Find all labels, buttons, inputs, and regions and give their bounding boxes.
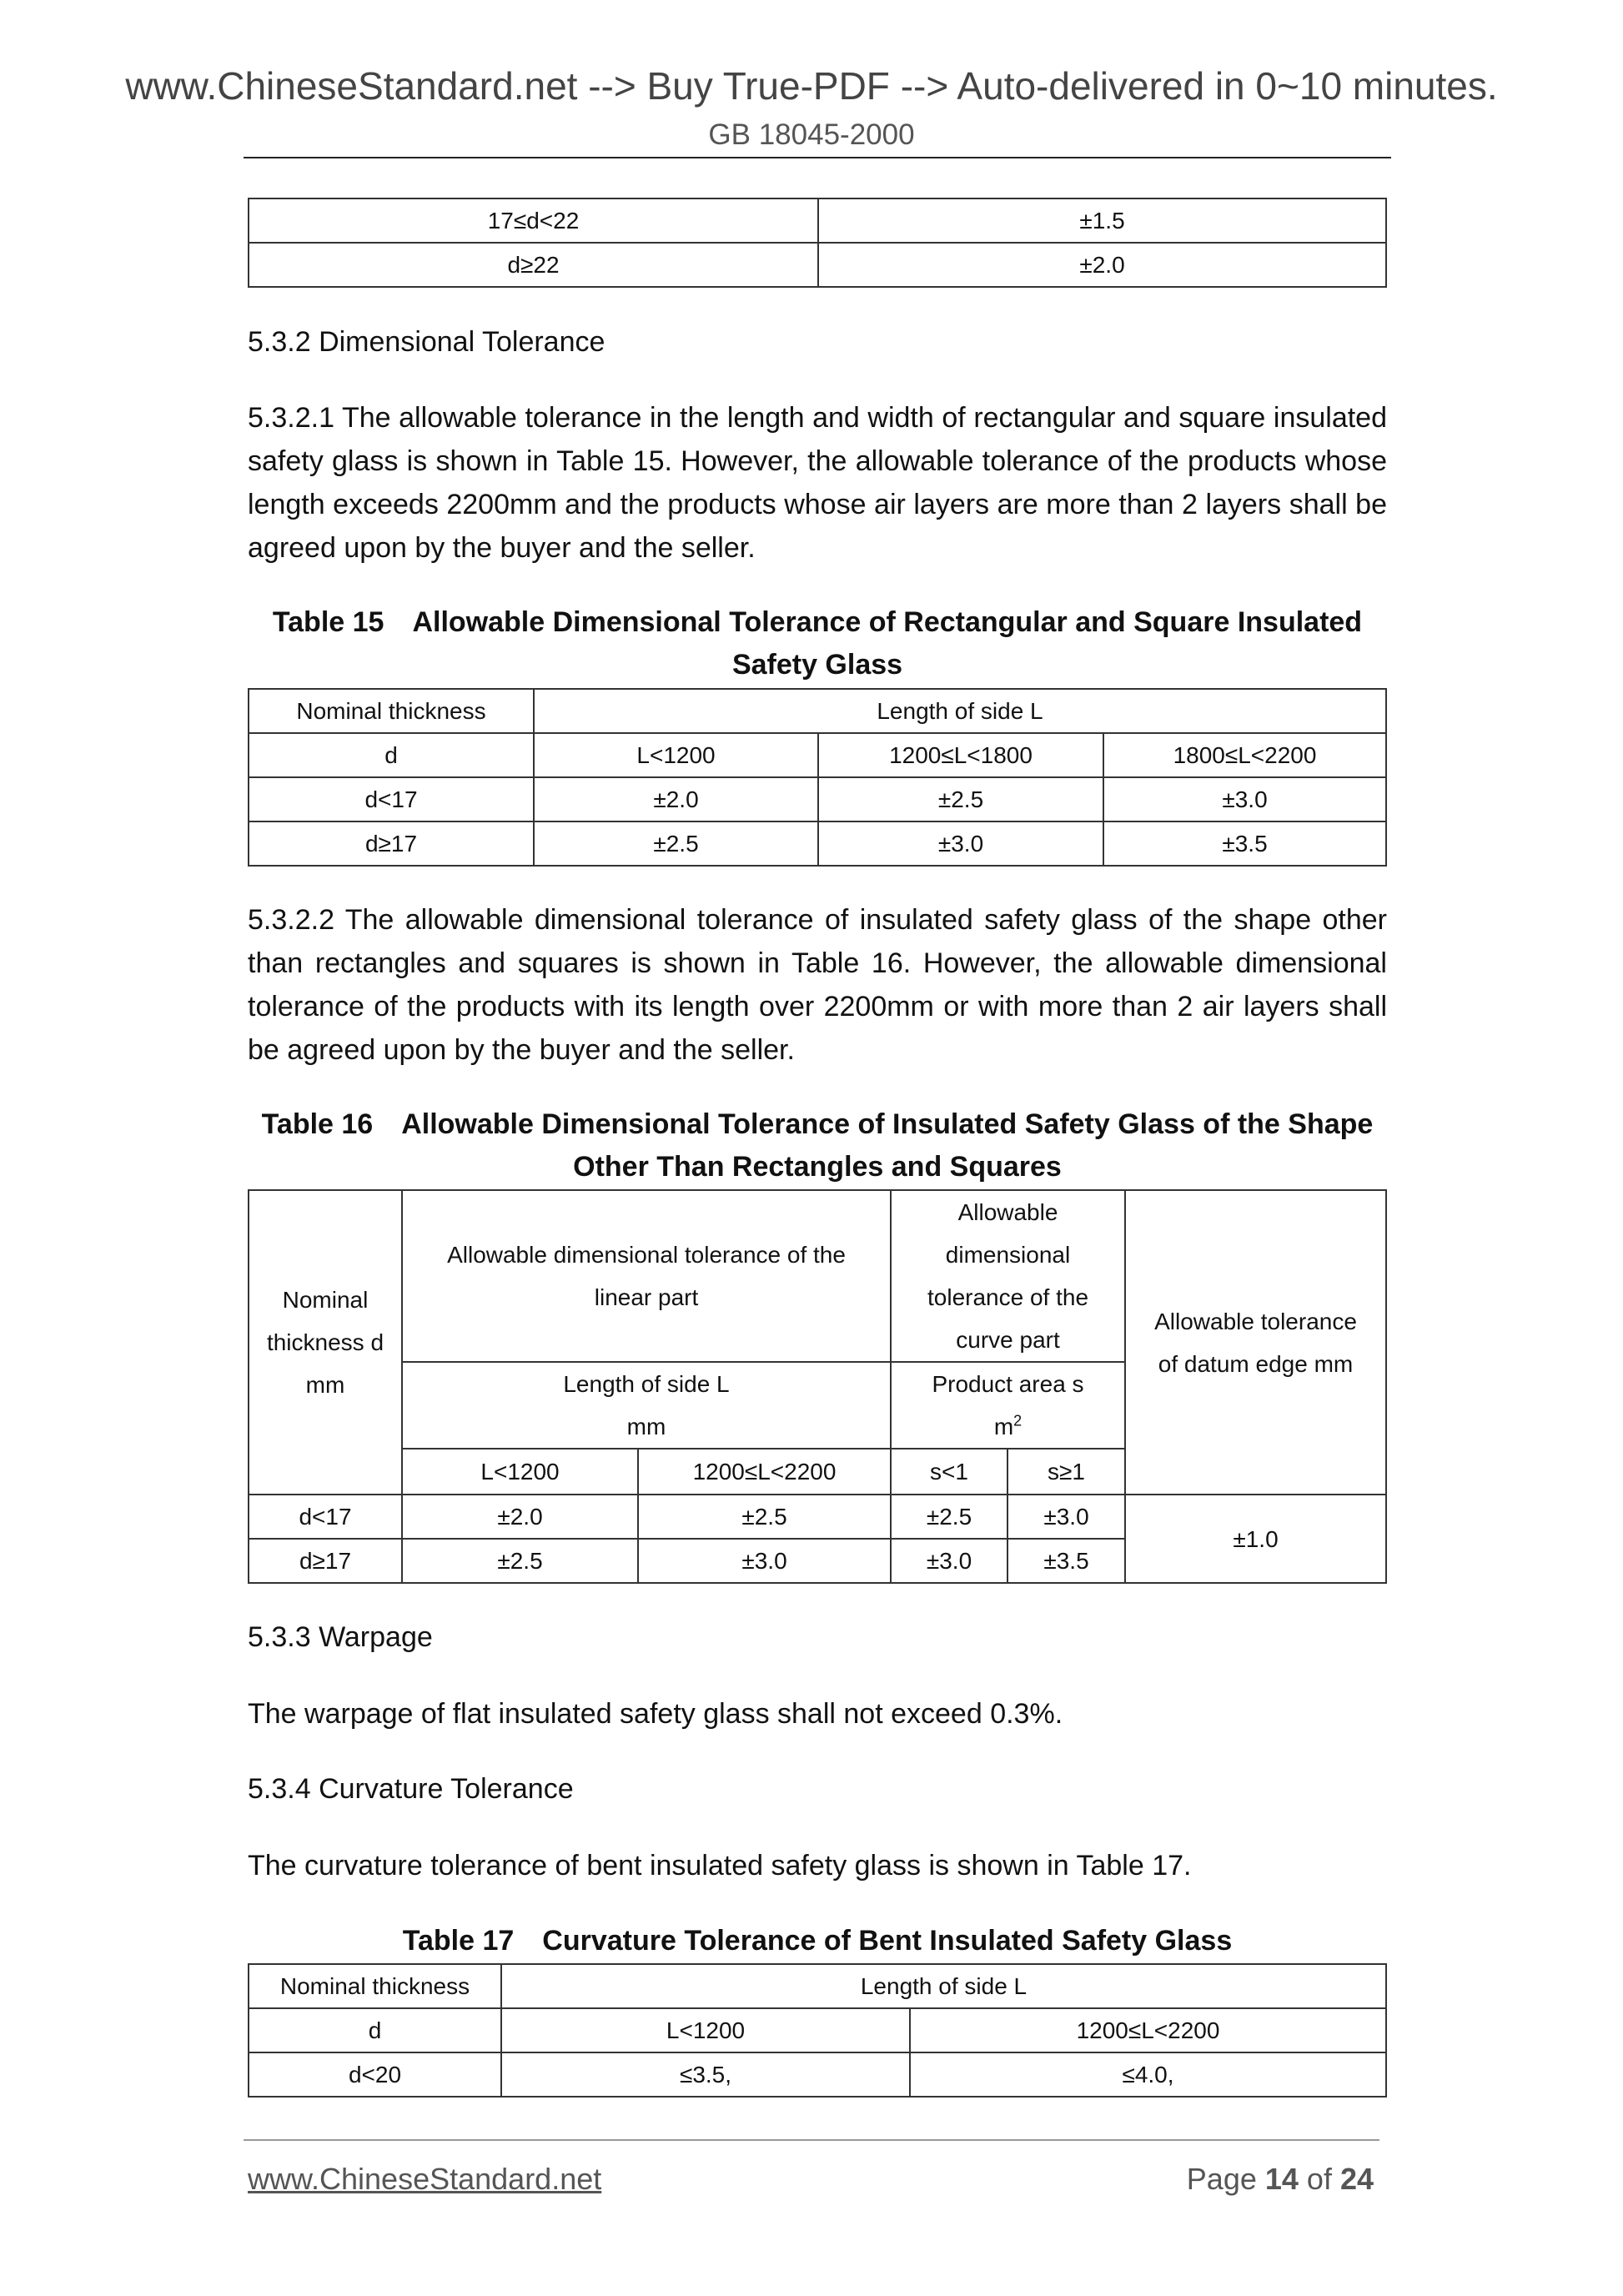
cell: ±2.5 bbox=[402, 1539, 638, 1583]
paragraph-5-3-4: The curvature tolerance of bent insulated safety glass is shown in Table 17. bbox=[248, 1850, 1192, 1882]
total-pages: 24 bbox=[1339, 2162, 1374, 2196]
table-row bbox=[249, 2008, 1386, 2052]
table-row bbox=[249, 821, 1386, 866]
paragraph-5-3-2-2: 5.3.2.2 The allowable dimensional tolerance of insulated safety glass of the shape other than rectangles and squares is shown in Table 16. However, the allowable dimensional tolerance of the products with its length over 2200mm or with more than 2 air layers shall be agreed upon by the buyer and the seller. bbox=[248, 904, 1387, 1066]
table-16-caption: Table 16 Allowable Dimensional Tolerance of Insulated Safety Glass of the Shape Other Than Rectangles and Squares bbox=[261, 1108, 1374, 1183]
cell: d≥22 bbox=[249, 243, 818, 287]
footer-divider bbox=[244, 2139, 1379, 2141]
cell: L<1200 bbox=[402, 1449, 638, 1495]
table-16 bbox=[248, 1189, 1387, 1584]
cell: Length of side L bbox=[534, 689, 1386, 733]
area-unit bbox=[892, 1405, 1124, 1448]
cell: ±2.5 bbox=[534, 821, 818, 866]
cell: d≥17 bbox=[249, 1539, 402, 1583]
length-unit: mm bbox=[626, 1414, 666, 1439]
section-heading-5-3-2: 5.3.2 Dimensional Tolerance bbox=[248, 326, 605, 358]
section-heading-5-3-3: 5.3.3 Warpage bbox=[248, 1621, 433, 1653]
table-17 bbox=[248, 1963, 1387, 2098]
cell: L<1200 bbox=[534, 733, 818, 777]
table-row bbox=[249, 733, 1386, 777]
cell: ±2.5 bbox=[638, 1495, 891, 1539]
table-row bbox=[249, 1964, 1386, 2008]
cell: ±3.0 bbox=[1007, 1495, 1125, 1539]
cell: 1200≤L<2200 bbox=[638, 1449, 891, 1495]
cell: Allowable dimensional tolerance of the linear part bbox=[402, 1190, 891, 1362]
cell: ±2.0 bbox=[402, 1495, 638, 1539]
cell: s<1 bbox=[891, 1449, 1007, 1495]
cell bbox=[891, 1362, 1125, 1449]
table-15 bbox=[248, 688, 1387, 867]
cell: ±2.5 bbox=[891, 1495, 1007, 1539]
section-heading-5-3-4: 5.3.4 Curvature Tolerance bbox=[248, 1773, 574, 1805]
cell: Allowable dimensional tolerance of the curve part bbox=[891, 1190, 1125, 1362]
cell: ±3.0 bbox=[1103, 777, 1386, 821]
table-row bbox=[249, 2052, 1386, 2097]
cell: ±2.0 bbox=[534, 777, 818, 821]
cell: 1200≤L<2200 bbox=[910, 2008, 1386, 2052]
table-row bbox=[249, 1495, 1386, 1539]
standard-number: GB 18045-2000 bbox=[708, 118, 915, 151]
cell: Nominal thickness bbox=[249, 689, 534, 733]
cell: d<17 bbox=[249, 777, 534, 821]
banner-header: www.ChineseStandard.net --> Buy True-PDF --> Auto-delivered in 0~10 minutes. bbox=[125, 64, 1498, 108]
cell: ≤4.0, bbox=[910, 2052, 1386, 2097]
cell: d<17 bbox=[249, 1495, 402, 1539]
cell: ≤3.5, bbox=[501, 2052, 910, 2097]
current-page: 14 bbox=[1264, 2162, 1299, 2196]
page-prefix: Page bbox=[1186, 2162, 1265, 2196]
cell: ±1.0 bbox=[1125, 1495, 1386, 1583]
cell: ±3.5 bbox=[1103, 821, 1386, 866]
table-17-caption: Table 17 Curvature Tolerance of Bent Insulated Safety Glass bbox=[402, 1925, 1233, 1957]
table-row bbox=[249, 777, 1386, 821]
cell: Length of side L bbox=[501, 1964, 1386, 2008]
unit-sup: 2 bbox=[1013, 1412, 1023, 1429]
table-row bbox=[249, 1190, 1386, 1362]
cell: s≥1 bbox=[1007, 1449, 1125, 1495]
paragraph-5-3-3: The warpage of flat insulated safety glass shall not exceed 0.3%. bbox=[248, 1698, 1063, 1730]
cell: ±3.0 bbox=[638, 1539, 891, 1583]
cell bbox=[402, 1362, 891, 1449]
length-label: Length of side L bbox=[563, 1371, 730, 1397]
header-divider bbox=[244, 157, 1391, 158]
cell: ±3.0 bbox=[818, 821, 1103, 866]
page-number bbox=[1184, 2162, 1374, 2197]
table-row bbox=[249, 198, 1386, 243]
cell: 17≤d<22 bbox=[249, 198, 818, 243]
table-continued bbox=[248, 198, 1387, 288]
paragraph-5-3-2-1: 5.3.2.1 The allowable tolerance in the length and width of rectangular and square insulated safety glass is shown in Table 15. However, the allowable tolerance of the products whose length exceeds 2200mm and the products whose air layers are more than 2 layers shall be agreed upon by the buyer and the seller. bbox=[248, 402, 1387, 564]
cell: d bbox=[249, 2008, 501, 2052]
table-row bbox=[249, 243, 1386, 287]
cell: 1800≤L<2200 bbox=[1103, 733, 1386, 777]
cell: ±3.0 bbox=[891, 1539, 1007, 1583]
area-label: Product area s bbox=[932, 1371, 1084, 1397]
cell: L<1200 bbox=[501, 2008, 910, 2052]
unit: m bbox=[993, 1414, 1014, 1439]
cell: d≥17 bbox=[249, 821, 534, 866]
cell: Nominal thickness d mm bbox=[249, 1190, 402, 1495]
page-of: of bbox=[1298, 2162, 1340, 2196]
cell: ±2.5 bbox=[818, 777, 1103, 821]
cell: 1200≤L<1800 bbox=[818, 733, 1103, 777]
cell: ±3.5 bbox=[1007, 1539, 1125, 1583]
cell: Nominal thickness bbox=[249, 1964, 501, 2008]
cell: d bbox=[249, 733, 534, 777]
cell: ±1.5 bbox=[818, 198, 1386, 243]
cell: d<20 bbox=[249, 2052, 501, 2097]
cell: ±2.0 bbox=[818, 243, 1386, 287]
footer-website-link[interactable]: www.ChineseStandard.net bbox=[248, 2162, 602, 2196]
cell: Allowable tolerance of datum edge mm bbox=[1125, 1190, 1386, 1495]
table-15-caption: Table 15 Allowable Dimensional Tolerance of Rectangular and Square Insulated Safety Glass bbox=[272, 606, 1363, 681]
table-row bbox=[249, 689, 1386, 733]
